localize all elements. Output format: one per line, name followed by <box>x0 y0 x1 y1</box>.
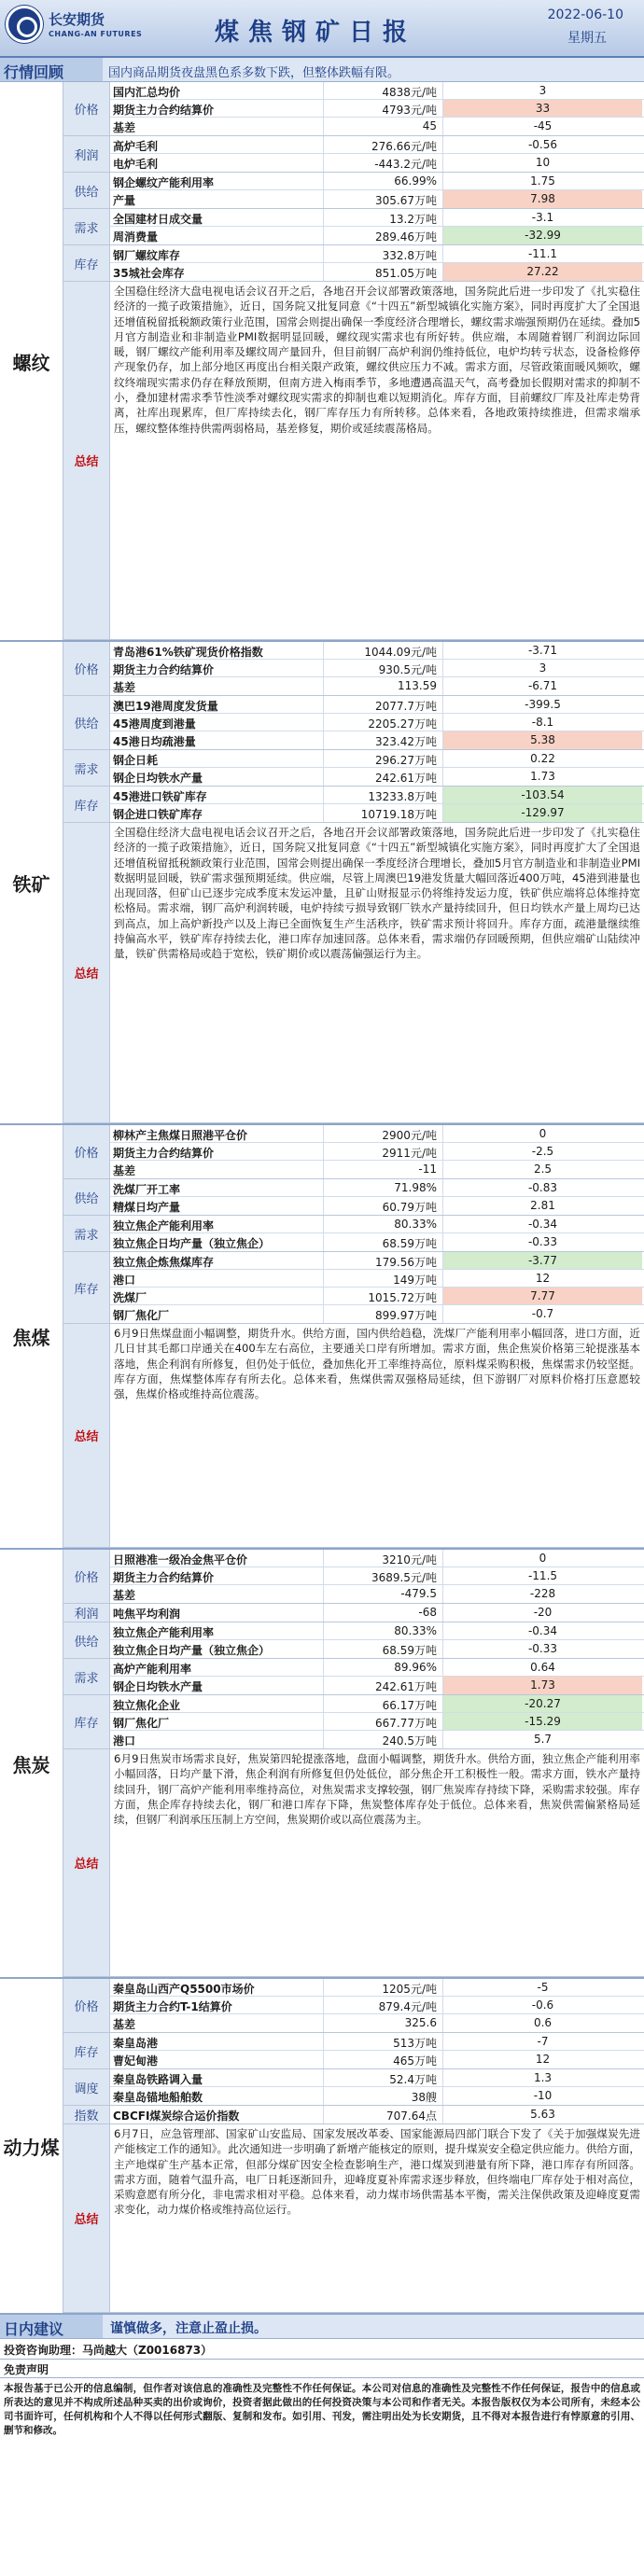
indicator-name: 独立焦企产能利用率 <box>113 1219 215 1232</box>
indicator-value: 179.56万吨 <box>323 1252 443 1269</box>
summary-block <box>63 282 644 640</box>
indicator-change: 5.63 <box>530 2108 555 2121</box>
market-review-label: 行情回顾 <box>0 58 103 81</box>
indicator-change: 1.73 <box>443 1677 642 1694</box>
group-category: 利润 <box>63 1604 110 1622</box>
report-date: 2022-06-10 <box>547 7 623 22</box>
indicator-name: 独立焦企产能利用率 <box>113 1626 215 1639</box>
indicator-name: 秦皇岛港 <box>113 2037 159 2050</box>
indicator-row <box>110 1216 644 1233</box>
summary-text: 6月9日焦炭市场需求良好，焦炭第四轮提涨落地，盘面小幅调整，期货升水。供给方面，独立焦企产能利用率小幅回落，日均产量下滑，焦企利润有所修复但仍处低位，部分焦企开工积极性一般。需求方面，铁水产量持续回升，钢厂高炉产能利用率维持高位，对焦炭需求支撑较强，钢厂焦炭库存持续下降，采购需求较强。库存方面，焦企库存持续去化，钢厂和港口库存下降，焦炭整体库存处于低位。总体来看，焦炭供需偏紧格局延续，但钢厂利润承压压制上方空间，焦炭期价或以高位震荡为主。 <box>114 1752 640 1827</box>
indicator-row <box>110 1622 644 1640</box>
indicator-name: 35城社会库存 <box>113 267 185 280</box>
indicator-change: 5.7 <box>533 1733 553 1746</box>
indicator-change: -3.71 <box>527 644 558 657</box>
indicator-name: 基差 <box>113 1589 136 1602</box>
indicator-change: 2.81 <box>530 1199 555 1212</box>
indicator-name: 电炉毛利 <box>113 158 159 171</box>
indicator-row <box>110 1695 644 1713</box>
report-header <box>0 0 644 58</box>
market-review <box>0 58 644 82</box>
group-category: 供给 <box>63 173 110 208</box>
indicator-group <box>63 642 644 696</box>
indicator-change: -0.34 <box>527 1218 558 1231</box>
product-name: 焦煤 <box>0 1125 63 1548</box>
indicator-change: -2.5 <box>531 1145 554 1158</box>
indicator-value: 1015.72万吨 <box>323 1288 443 1304</box>
indicator-row <box>110 1161 644 1178</box>
indicator-name: 基差 <box>113 681 136 694</box>
group-category: 利润 <box>63 136 110 172</box>
indicator-value: -11 <box>323 1161 443 1178</box>
indicator-change: -0.83 <box>527 1181 558 1194</box>
indicator-name: 港口 <box>113 1274 136 1287</box>
summary-label: 总结 <box>63 2124 110 2312</box>
indicator-change: 7.98 <box>443 190 642 208</box>
indicator-change: 0.64 <box>530 1661 555 1674</box>
indicator-group <box>63 82 644 136</box>
summary-label: 总结 <box>63 823 110 1122</box>
indicator-value: 707.64点 <box>323 2106 443 2123</box>
indicator-change: -7 <box>537 2035 549 2048</box>
indicator-row <box>110 2033 644 2051</box>
indicator-row <box>110 100 644 118</box>
summary-block <box>63 823 644 1123</box>
indicator-row <box>110 1233 644 1251</box>
indicator-name: 钢企进口铁矿库存 <box>113 808 203 821</box>
report-weekday: 星期五 <box>567 31 607 46</box>
group-category: 供给 <box>63 1179 110 1215</box>
disclaimer-text: 本报告基于已公开的信息编制，但作者对该信息的准确性及完整性不作任何保证。本公司对信息的准确性及完整性不作任何保证，报告中的信息或所表达的意见并不构成所述品种买卖的出价或询价，投资者据此做出的任何投资决策与本公司和作者无关。本报告版权仅为本公司所有，未经本公司书面许可，任何机构和个人不得以任何形式翻版、复制和发布。如引用、刊发，需注明出处为长安期货，且不得对本报告进行有悖原意的引用、删节和修改。 <box>4 2383 640 2436</box>
indicator-group <box>63 1550 644 1604</box>
indicator-row <box>110 245 644 263</box>
brand-name: 长安期货 <box>49 11 105 28</box>
advice-label: 日内建议 <box>0 2315 103 2338</box>
indicator-change: 5.38 <box>443 731 642 749</box>
indicator-name: 全国建材日成交量 <box>113 213 203 226</box>
indicator-value: -443.2元/吨 <box>323 154 443 172</box>
indicator-name: 高炉产能利用率 <box>113 1663 192 1676</box>
indicator-row <box>110 1270 644 1288</box>
indicator-name: 柳林产主焦煤日照港平仓价 <box>113 1129 248 1142</box>
group-category: 库存 <box>63 1252 110 1323</box>
indicator-change: -0.33 <box>527 1235 558 1248</box>
indicator-value: 10719.18万吨 <box>323 804 443 822</box>
analyst-info: 投资咨询助理：马尚越大（Z0016873） <box>0 2339 644 2360</box>
indicator-name: CBCFI煤炭综合运价指数 <box>113 2110 240 2123</box>
product-name: 焦炭 <box>0 1550 63 1977</box>
indicator-row <box>110 677 644 695</box>
indicator-name: 钢厂螺纹库存 <box>113 249 181 262</box>
summary-text: 全国稳住经济大盘电视电话会议召开之后，各地召开会议部署政策落地，国务院此后进一步印发了《扎实稳住经济的一揽子政策措施》，近日，国务院又批复同意《“十四五”新型城镇化实施方案》，同时再度扩大了全国退还增值税留抵税额政策行业范围，国常会则提出确保一季度经济合理增长，叠加5月官方制造业和非制造业PMI数据明显回暖，铁矿需求强预期延续。供应端，尽管上周澳巴19港发货量大幅回落近400万吨，45港到港量也出现回落，但矿山已逐步完成季度末发运冲量，且矿山财报显示仍将维持发运力度，铁矿供应端将总体维持宽松格局。需求端，钢厂高炉利润转暖，电炉持续亏损导致钢厂铁水产量持续回升，但日均铁水产量上周均已达到高点，加上高炉新投产以及上海已全面恢复生产生活秩序，铁矿需求预计将回升。库存方面，疏港量继续维持偏高水平，铁矿库存持续去化，港口库存加速回落。总体来看，需求端仍存回暖预期，但供应端矿山陆续冲量，铁矿供需格局或趋于宽松，铁矿期价或以震荡偏强运行为主。 <box>114 826 640 961</box>
group-category: 需求 <box>63 209 110 244</box>
summary-text: 6月9日焦煤盘面小幅调整，期货升水。供给方面，国内供给趋稳，洗煤厂产能利用率小幅回落，进口方面，近几日甘其毛都口岸通关在400车左右高位，主要通关口岸有所增加。需求方面，焦企焦炭价格第三轮提涨基本落地，焦企利润有所修复，但仍处于低位，叠加焦化开工率维持高位，原料煤采购积极，焦煤需求仍较坚挺。库存方面，焦煤整体库存有所去化。总体来看，焦煤供需双强格局延续，但下游钢厂对原料价格打压意愿较强，焦煤价格或维持高位震荡。 <box>114 1327 640 1401</box>
indicator-value: 66.99% <box>323 173 443 189</box>
indicator-name: 秦皇岛铁路调入量 <box>113 2073 203 2086</box>
indicator-group <box>63 1622 644 1659</box>
indicator-value: 89.96% <box>323 1659 443 1676</box>
indicator-change: -10 <box>533 2089 553 2102</box>
summary-block <box>63 1749 644 1977</box>
indicator-change: 3 <box>539 661 547 675</box>
indicator-name: 产量 <box>113 194 136 207</box>
group-category: 库存 <box>63 787 110 822</box>
indicator-name: 国内汇总均价 <box>113 86 181 99</box>
indicator-group <box>63 2069 644 2106</box>
indicator-change: 0 <box>539 1127 547 1140</box>
indicator-name: 钢企日均铁水产量 <box>113 772 203 785</box>
indicator-row <box>110 1731 644 1748</box>
indicator-row <box>110 642 644 660</box>
indicator-value: 68.59万吨 <box>323 1640 443 1658</box>
indicator-group <box>63 2106 644 2124</box>
indicator-change: -228 <box>529 1587 556 1600</box>
indicator-group <box>63 750 644 787</box>
indicator-change: -32.99 <box>443 227 642 244</box>
group-category: 需求 <box>63 1659 110 1694</box>
indicator-value: 289.46万吨 <box>323 227 443 244</box>
indicator-value: 3689.5元/吨 <box>323 1567 443 1584</box>
indicator-row <box>110 1567 644 1585</box>
indicator-group <box>63 1604 644 1622</box>
indicator-name: 基差 <box>113 121 136 134</box>
indicator-value: -479.5 <box>323 1585 443 1603</box>
indicator-change: -0.56 <box>527 138 558 151</box>
indicator-group <box>63 136 644 173</box>
indicator-group <box>63 1179 644 1216</box>
indicator-row <box>110 1585 644 1603</box>
product-name: 螺纹 <box>0 82 63 640</box>
indicator-name: 秦皇岛山西产Q5500市场价 <box>113 1983 255 1996</box>
indicator-change: -3.1 <box>531 211 554 224</box>
indicator-row <box>110 1252 644 1270</box>
indicator-row <box>110 2106 644 2123</box>
summary-text: 6月7日，应急管理部、国家矿山安监局、国家发展改革委、国家能源局四部门联合下发了《关于加强煤炭先进产能核定工作的通知》。此次通知进一步明确了新增产能核定的原则，提升煤炭安全稳定供应能力。供给方面，主产地煤矿生产基本正常，但部分煤矿因安全检查影响生产，港口煤炭到港量有所下降，港口库存有所回落。需求方面，随着气温升高，电厂日耗逐渐回升，迎峰度夏补库需求逐步释放，但终端电厂库存处于相对高位，采购意愿有所分化，非电需求相对平稳。总体来看，动力煤市场供需基本平衡，需关注保供政策及迎峰度夏需求变化，动力煤价格或维持高位运行。 <box>114 2127 640 2217</box>
indicator-row <box>110 1979 644 1997</box>
group-category: 供给 <box>63 1622 110 1658</box>
product-name: 铁矿 <box>0 642 63 1123</box>
indicator-name: 45港进口铁矿库存 <box>113 790 207 803</box>
indicator-row <box>110 2014 644 2032</box>
indicator-value: -68 <box>323 1604 443 1622</box>
indicator-value: 930.5元/吨 <box>323 660 443 676</box>
indicator-change: 7.77 <box>443 1288 642 1304</box>
indicator-value: 332.8万吨 <box>323 245 443 262</box>
indicator-change: -399.5 <box>525 698 561 711</box>
indicator-row <box>110 1179 644 1197</box>
indicator-change: 3 <box>539 84 547 97</box>
indicator-change: -20.27 <box>443 1695 642 1712</box>
company-logo-icon <box>6 6 43 43</box>
indicator-change: -5 <box>537 1981 549 1994</box>
indicator-group <box>63 173 644 209</box>
indicator-row <box>110 209 644 227</box>
indicator-name: 钢企日耗 <box>113 754 159 767</box>
indicator-name: 45港日均疏港量 <box>113 735 196 748</box>
indicator-group <box>63 2033 644 2069</box>
indicator-change: -0.33 <box>527 1642 558 1655</box>
indicator-value: 1044.09元/吨 <box>323 642 443 659</box>
indicator-row <box>110 1305 644 1323</box>
section-3 <box>0 1550 644 1979</box>
indicator-name: 基差 <box>113 1164 136 1177</box>
indicator-group <box>63 1695 644 1749</box>
indicator-row <box>110 173 644 190</box>
group-category: 库存 <box>63 1695 110 1748</box>
product-name: 动力煤 <box>0 1979 63 2313</box>
indicator-change: 10 <box>535 156 551 169</box>
indicator-change: -129.97 <box>443 804 642 822</box>
group-category: 需求 <box>63 1216 110 1251</box>
indicator-name: 秦皇岛锚地船舶数 <box>113 2091 203 2104</box>
indicator-name: 洗煤厂开工率 <box>113 1183 181 1196</box>
indicator-change: 1.73 <box>530 770 555 783</box>
indicator-name: 基差 <box>113 2018 136 2031</box>
indicator-value: 71.98% <box>323 1179 443 1196</box>
indicator-change: -3.77 <box>443 1252 642 1269</box>
indicator-value: 38艘 <box>323 2087 443 2105</box>
indicator-change: -0.34 <box>527 1624 558 1637</box>
indicator-row <box>110 1640 644 1658</box>
indicator-name: 钢企日均铁水产量 <box>113 1680 203 1693</box>
indicator-row <box>110 2087 644 2105</box>
indicator-row <box>110 154 644 172</box>
indicator-change: 1.3 <box>533 2071 553 2084</box>
indicator-row <box>110 1677 644 1694</box>
indicator-row <box>110 2069 644 2087</box>
indicator-row <box>110 118 644 135</box>
indicator-change: 0 <box>539 1552 547 1565</box>
indicator-row <box>110 787 644 804</box>
indicator-value: 80.33% <box>323 1216 443 1232</box>
indicator-change: -45 <box>533 119 553 132</box>
indicator-row <box>110 804 644 822</box>
indicator-name: 期货主力合约结算价 <box>113 663 215 676</box>
indicator-group <box>63 209 644 245</box>
indicator-change: 0.22 <box>530 752 555 765</box>
indicator-name: 高炉毛利 <box>113 140 159 153</box>
group-category: 指数 <box>63 2106 110 2123</box>
summary-label: 总结 <box>63 1749 110 1976</box>
summary-label: 总结 <box>63 1324 110 1547</box>
indicator-change: 2.5 <box>533 1163 553 1176</box>
indicator-value: 4793元/吨 <box>323 100 443 117</box>
indicator-row <box>110 1604 644 1622</box>
indicator-name: 期货主力合约结算价 <box>113 1147 215 1160</box>
group-category: 价格 <box>63 82 110 135</box>
indicator-value: 13.2万吨 <box>323 209 443 226</box>
brand-name-en: CHANG-AN FUTURES <box>49 30 143 38</box>
indicator-name: 独立焦企炼焦煤库存 <box>113 1256 215 1269</box>
section-0 <box>0 82 644 642</box>
indicator-change: 33 <box>443 100 642 117</box>
indicator-change: -11.5 <box>527 1569 558 1582</box>
indicator-value: 323.42万吨 <box>323 731 443 749</box>
indicator-value: 296.27万吨 <box>323 750 443 767</box>
indicator-row <box>110 136 644 154</box>
indicator-change: 27.22 <box>443 263 642 281</box>
indicator-value: 66.17万吨 <box>323 1695 443 1712</box>
indicator-value: 879.4元/吨 <box>323 1997 443 2013</box>
summary-block <box>63 1324 644 1548</box>
indicator-change: -8.1 <box>531 716 554 729</box>
section-2 <box>0 1125 644 1550</box>
indicator-value: 240.5万吨 <box>323 1731 443 1748</box>
indicator-row <box>110 714 644 731</box>
indicator-value: 2911元/吨 <box>323 1143 443 1160</box>
disclaimer-title: 免责声明 <box>0 2360 644 2378</box>
indicator-value: 851.05万吨 <box>323 263 443 281</box>
indicator-value: 465万吨 <box>323 2051 443 2068</box>
indicator-change: -0.6 <box>531 1998 554 2012</box>
indicator-group <box>63 787 644 823</box>
indicator-row <box>110 1659 644 1677</box>
indicator-name: 期货主力合约结算价 <box>113 104 215 117</box>
indicator-row <box>110 1125 644 1143</box>
report-title: 煤焦钢矿日报 <box>215 19 417 47</box>
indicator-name: 周消费量 <box>113 230 159 244</box>
indicator-group <box>63 1979 644 2033</box>
market-review-text: 国内商品期货夜盘黑色系多数下跌，但整体跌幅有限。 <box>103 58 644 81</box>
indicator-name: 期货主力合约结算价 <box>113 1571 215 1584</box>
indicator-value: 60.79万吨 <box>323 1197 443 1215</box>
indicator-name: 曹妃甸港 <box>113 2054 159 2068</box>
indicator-value: 45 <box>323 118 443 135</box>
indicator-change: -0.7 <box>531 1307 554 1320</box>
group-category: 价格 <box>63 1979 110 2032</box>
indicator-name: 洗煤厂 <box>113 1291 147 1304</box>
indicator-change: -103.54 <box>443 787 642 803</box>
indicator-row <box>110 768 644 786</box>
summary-label: 总结 <box>63 282 110 639</box>
intraday-advice <box>0 2315 644 2339</box>
indicator-value: 1205元/吨 <box>323 1979 443 1996</box>
indicator-change: -20 <box>533 1606 553 1619</box>
indicator-name: 精煤日均产量 <box>113 1201 181 1214</box>
group-category: 价格 <box>63 1125 110 1178</box>
indicator-name: 澳巴19港周度发货量 <box>113 700 218 713</box>
group-category: 库存 <box>63 245 110 281</box>
indicator-row <box>110 1197 644 1215</box>
indicator-name: 独立焦化企业 <box>113 1699 181 1712</box>
summary-block <box>63 2124 644 2313</box>
indicator-value: 242.61万吨 <box>323 768 443 786</box>
indicator-change: -15.29 <box>443 1713 642 1730</box>
indicator-value: 80.33% <box>323 1622 443 1639</box>
indicator-row <box>110 227 644 244</box>
indicator-name: 独立焦企日均产量（独立焦企） <box>113 1644 271 1657</box>
indicator-change: 0.6 <box>533 2016 553 2029</box>
group-category: 库存 <box>63 2033 110 2068</box>
group-category: 价格 <box>63 642 110 695</box>
indicator-value: 513万吨 <box>323 2033 443 2050</box>
indicator-name: 钢厂焦化厂 <box>113 1309 170 1322</box>
indicator-name: 独立焦企日均产量（独立焦企） <box>113 1237 271 1250</box>
indicator-row <box>110 750 644 768</box>
indicator-name: 吨焦平均利润 <box>113 1608 181 1621</box>
indicator-group <box>63 1252 644 1324</box>
summary-text: 全国稳住经济大盘电视电话会议召开之后，各地召开会议部署政策落地，国务院此后进一步印发了《扎实稳住经济的一揽子政策措施》，近日，国务院又批复同意《“十四五”新型城镇化实施方案》，同时再度扩大了全国退还增值税留抵税额政策行业范围，国常会则提出确保一季度经济合理增长，螺纹需求端强预期仍在延续。叠加5月官方制造业和非制造业PMI数据明显回暖，螺纹现实需求也有所好转。供应端，本周随着钢厂利润边际回暖，钢厂螺纹产能利用率及螺纹周产量回升，但目前钢厂高炉利润仍维持低位，电炉均转亏状态，设备检修停产现象仍存，加上部分地区再度出台相关限产政策，螺纹供应压力不减。需求方面，尽管政策面暖风频吹，螺纹终端现实需求仍存在释放预期，但南方进入梅雨季节，多地遭遇高温天气，高考叠加长假期对需求的抑制不小，叠加建材需求季节性淡季对螺纹现实需求的抑制也难以短期消化。库存方面，目前螺纹厂库及社库走势背离，社库出现累库，但厂库持续去化，钢厂库存压力有所转移。总体来看，各地政策持续推进，但需求端承压，螺纹整体维持供需两弱格局，基差修复，期价或延续震荡格局。 <box>114 285 640 435</box>
indicator-change: -11.1 <box>527 247 558 260</box>
section-4 <box>0 1979 644 2315</box>
indicator-row <box>110 2051 644 2068</box>
indicator-change: 12 <box>535 1272 551 1285</box>
indicator-name: 期货主力合约T-1结算价 <box>113 2000 232 2013</box>
group-category: 价格 <box>63 1550 110 1603</box>
indicator-change: 1.75 <box>530 174 555 188</box>
indicator-row <box>110 1288 644 1305</box>
indicator-value: 2900元/吨 <box>323 1125 443 1142</box>
indicator-row <box>110 1713 644 1731</box>
indicator-value: 305.67万吨 <box>323 190 443 208</box>
indicator-group <box>63 696 644 750</box>
indicator-row <box>110 190 644 208</box>
indicator-name: 日照港准一级冶金焦平仓价 <box>113 1553 248 1566</box>
indicator-group <box>63 1216 644 1252</box>
indicator-value: 325.6 <box>323 2014 443 2032</box>
indicator-name: 钢企螺纹产能利用率 <box>113 176 215 189</box>
indicator-name: 45港周度到港量 <box>113 717 196 731</box>
group-category: 供给 <box>63 696 110 749</box>
indicator-value: 149万吨 <box>323 1270 443 1287</box>
indicator-group <box>63 245 644 282</box>
group-category: 调度 <box>63 2069 110 2105</box>
indicator-value: 2077.7万吨 <box>323 696 443 713</box>
indicator-value: 52.4万吨 <box>323 2069 443 2086</box>
indicator-name: 港口 <box>113 1734 136 1748</box>
indicator-value: 3210元/吨 <box>323 1550 443 1566</box>
indicator-value: 899.97万吨 <box>323 1305 443 1323</box>
section-1 <box>0 642 644 1125</box>
indicator-value: 276.66元/吨 <box>323 136 443 153</box>
indicator-row <box>110 263 644 281</box>
indicator-change: 12 <box>535 2053 551 2066</box>
indicator-row <box>110 1997 644 2014</box>
indicator-value: 2205.27万吨 <box>323 714 443 731</box>
indicator-name: 青岛港61%铁矿现货价格指数 <box>113 646 263 659</box>
indicator-row <box>110 1143 644 1161</box>
indicator-value: 68.59万吨 <box>323 1233 443 1251</box>
indicator-group <box>63 1659 644 1695</box>
indicator-value: 13233.8万吨 <box>323 787 443 803</box>
indicator-row <box>110 82 644 100</box>
indicator-change: -6.71 <box>527 679 558 692</box>
indicator-row <box>110 1550 644 1567</box>
indicator-value: 113.59 <box>323 677 443 695</box>
group-category: 需求 <box>63 750 110 786</box>
indicator-name: 钢厂焦化厂 <box>113 1717 170 1730</box>
indicator-row <box>110 660 644 677</box>
indicator-group <box>63 1125 644 1179</box>
product-sections <box>0 82 644 2315</box>
indicator-row <box>110 731 644 749</box>
indicator-value: 4838元/吨 <box>323 82 443 99</box>
indicator-value: 242.61万吨 <box>323 1677 443 1694</box>
indicator-row <box>110 696 644 714</box>
advice-text: 谨慎做多，注意止盈止损。 <box>103 2315 644 2338</box>
indicator-value: 667.77万吨 <box>323 1713 443 1730</box>
